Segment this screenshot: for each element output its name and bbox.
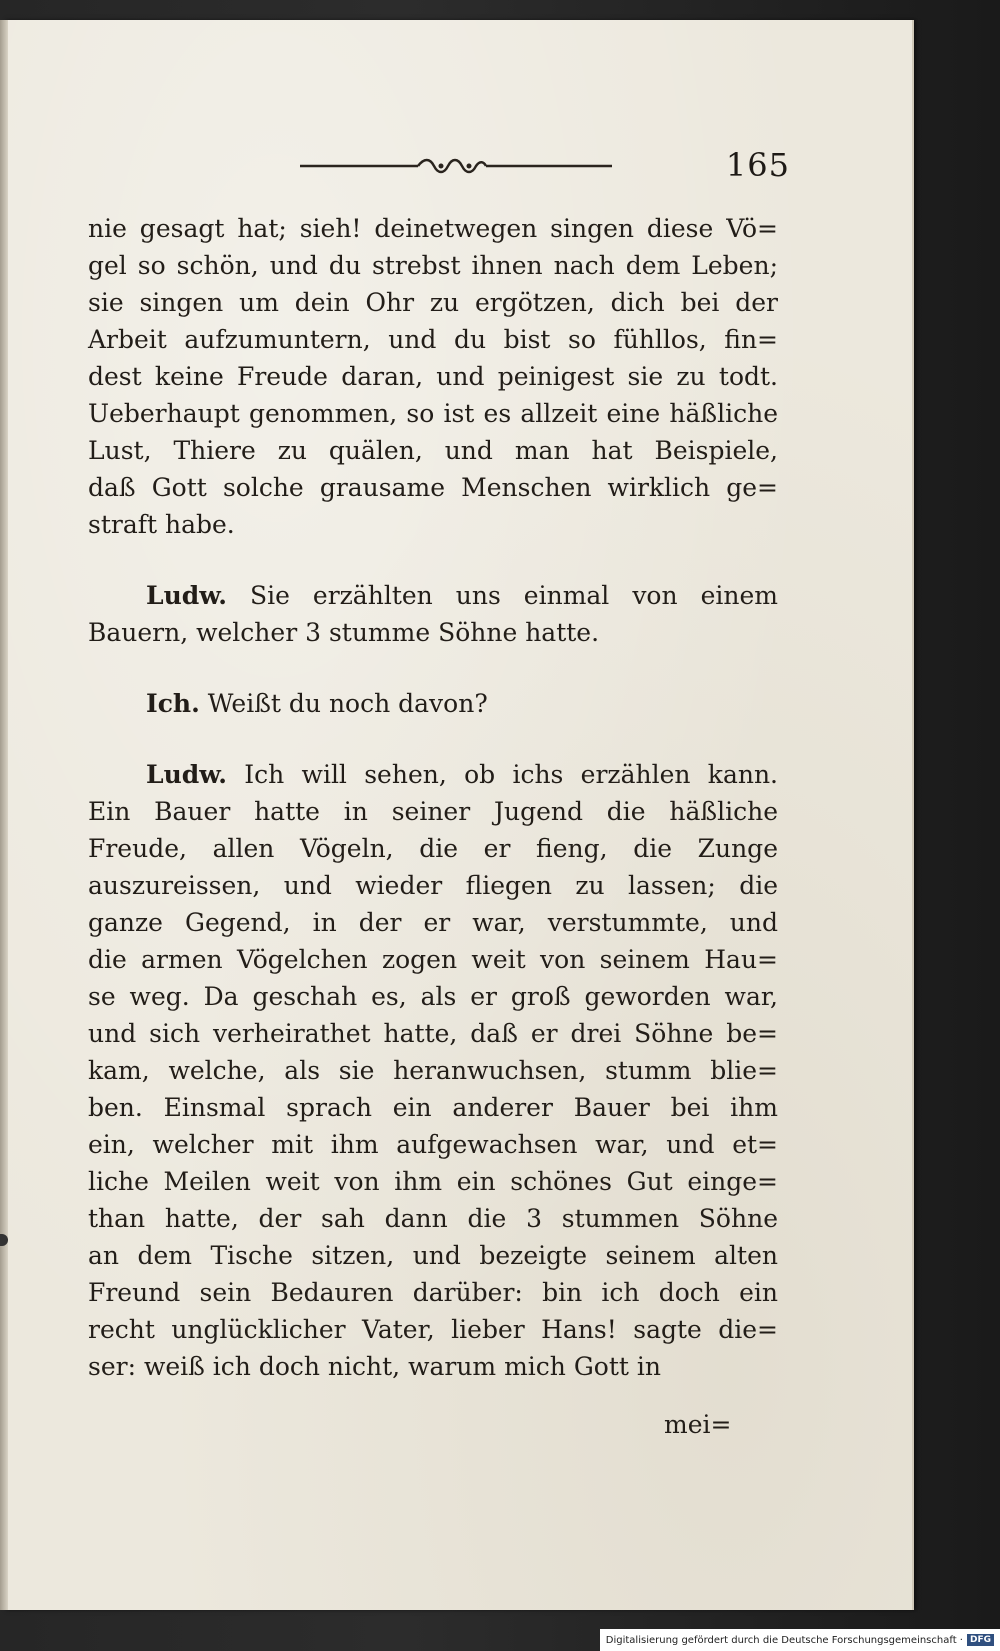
text-line bbox=[88, 210, 778, 247]
line-text: die armen Vögelchen zogen weit von seinem Hau= bbox=[88, 945, 778, 974]
page-spine-shadow bbox=[0, 20, 8, 1610]
paragraph bbox=[88, 577, 778, 651]
text-line bbox=[88, 756, 778, 793]
line-text: Sie erzählten uns einmal von einem bbox=[249, 581, 778, 610]
speaker-label: Ludw. bbox=[146, 760, 227, 789]
line-text: ser: weiß ich doch nicht, warum mich Gott in bbox=[88, 1352, 661, 1381]
text-line bbox=[88, 358, 778, 395]
speaker-label: Ludw. bbox=[146, 581, 227, 610]
line-text: und sich verheirathet hatte, daß er drei Söhne be= bbox=[88, 1019, 778, 1048]
page-body-text bbox=[88, 210, 778, 1419]
line-text: daß Gott solche grausame Menschen wirklich ge= bbox=[88, 473, 778, 502]
text-line bbox=[88, 1348, 778, 1385]
line-text: ben. Einsmal sprach ein anderer Bauer bei ihm bbox=[88, 1093, 778, 1122]
line-text: Arbeit aufzumuntern, und du bist so fühllos, fin= bbox=[88, 325, 778, 354]
text-line bbox=[88, 904, 778, 941]
text-line bbox=[88, 284, 778, 321]
text-line bbox=[88, 1200, 778, 1237]
line-text: Bauern, welcher 3 stumme Söhne hatte. bbox=[88, 618, 600, 647]
line-text: straft habe. bbox=[88, 510, 235, 539]
line-text: kam, welche, als sie heranwuchsen, stumm blie= bbox=[88, 1056, 778, 1085]
text-line bbox=[88, 469, 778, 506]
line-text: Freund sein Bedauren darüber: bin ich doch ein bbox=[88, 1278, 778, 1307]
text-line bbox=[88, 978, 778, 1015]
text-line bbox=[88, 506, 778, 543]
digitization-footer bbox=[600, 1629, 1000, 1651]
line-text: dest keine Freude daran, und peinigest sie zu todt. bbox=[88, 362, 778, 391]
page-number: 165 bbox=[725, 146, 790, 184]
text-line bbox=[88, 577, 778, 614]
paragraph bbox=[88, 756, 778, 1385]
text-line bbox=[88, 1163, 778, 1200]
header-ornament-rule bbox=[300, 156, 612, 176]
paragraph bbox=[88, 210, 778, 543]
line-text: than hatte, der sah dann die 3 stummen Söhne bbox=[88, 1204, 778, 1233]
line-text: Ueberhaupt genommen, so ist es allzeit eine häßliche bbox=[88, 399, 778, 428]
text-line bbox=[88, 247, 778, 284]
dfg-logo: DFG bbox=[967, 1634, 994, 1646]
text-line bbox=[88, 685, 778, 722]
text-line bbox=[88, 1015, 778, 1052]
line-text: Lust, Thiere zu quälen, und man hat Beispiele, bbox=[88, 436, 778, 465]
text-line bbox=[88, 1274, 778, 1311]
catchword: mei= bbox=[664, 1410, 732, 1439]
paragraph bbox=[88, 685, 778, 722]
line-text: an dem Tische sitzen, und bezeigte seinem alten bbox=[88, 1241, 778, 1270]
text-line bbox=[88, 1237, 778, 1274]
text-line bbox=[88, 395, 778, 432]
text-line bbox=[88, 1052, 778, 1089]
text-line bbox=[88, 432, 778, 469]
line-text: sie singen um dein Ohr zu ergötzen, dich bei der bbox=[88, 288, 778, 317]
line-text: auszureissen, und wieder fliegen zu lassen; die bbox=[88, 871, 778, 900]
line-text: gel so schön, und du strebst ihnen nach dem Leben; bbox=[88, 251, 778, 280]
line-text: liche Meilen weit von ihm ein schönes Gut einge= bbox=[88, 1167, 778, 1196]
text-line bbox=[88, 941, 778, 978]
line-text: nie gesagt hat; sieh! deinetwegen singen diese Vö= bbox=[88, 214, 778, 243]
text-line bbox=[88, 614, 778, 651]
line-text: Weißt du noch davon? bbox=[207, 689, 488, 718]
text-line bbox=[88, 1311, 778, 1348]
line-text: ein, welcher mit ihm aufgewachsen war, und et= bbox=[88, 1130, 778, 1159]
footer-credit-text: Digitalisierung gefördert durch die Deutsche Forschungsgemeinschaft · bbox=[605, 1634, 963, 1646]
page-header bbox=[300, 146, 790, 186]
text-line bbox=[88, 830, 778, 867]
text-line bbox=[88, 321, 778, 358]
text-line bbox=[88, 867, 778, 904]
line-text: ganze Gegend, in der er war, verstummte, und bbox=[88, 908, 778, 937]
line-text: se weg. Da geschah es, als er groß geworden war, bbox=[88, 982, 778, 1011]
text-line bbox=[88, 1126, 778, 1163]
line-text: Freude, allen Vögeln, die er fieng, die Zunge bbox=[88, 834, 778, 863]
text-line bbox=[88, 1089, 778, 1126]
speaker-label: Ich. bbox=[146, 689, 200, 718]
line-text: recht unglücklicher Vater, lieber Hans! sagte die= bbox=[88, 1315, 778, 1344]
line-text: Ein Bauer hatte in seiner Jugend die häßliche bbox=[88, 797, 778, 826]
text-line bbox=[88, 793, 778, 830]
line-text: Ich will sehen, ob ichs erzählen kann. bbox=[244, 760, 778, 789]
